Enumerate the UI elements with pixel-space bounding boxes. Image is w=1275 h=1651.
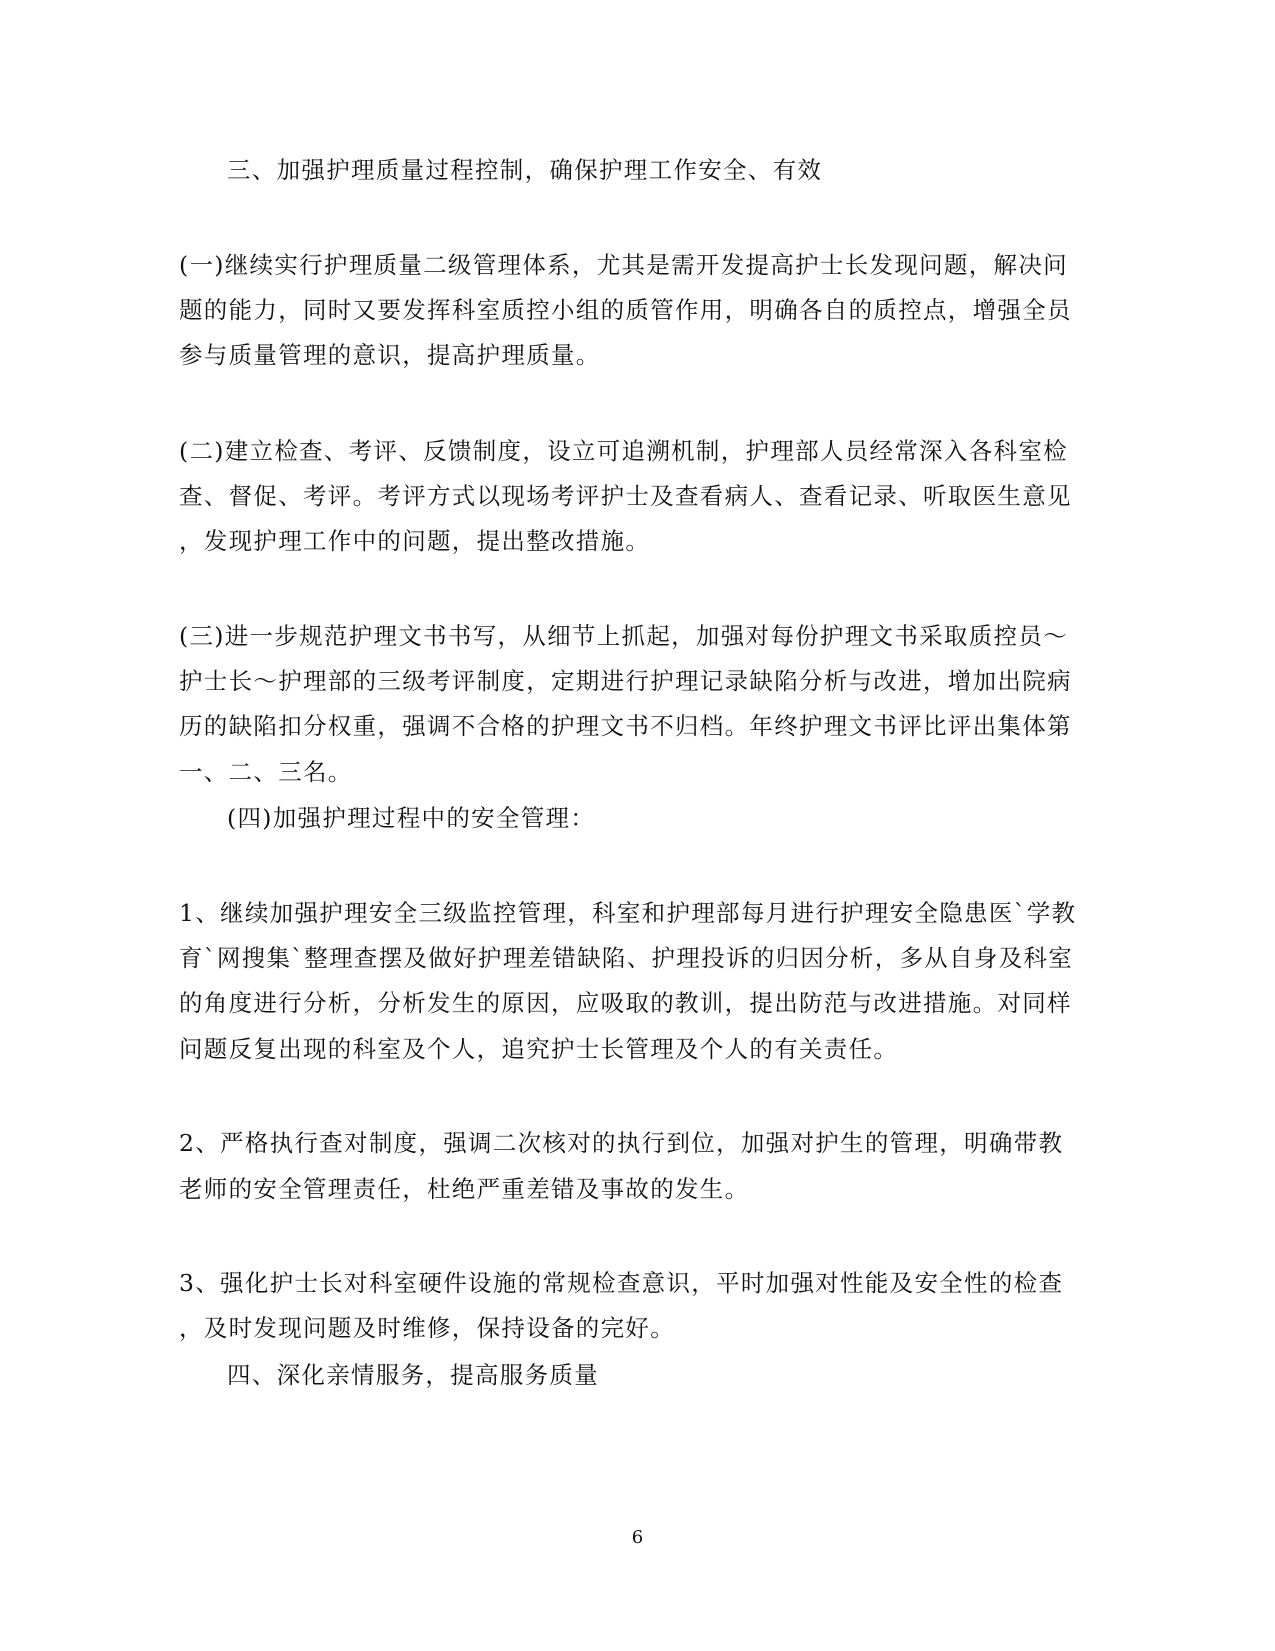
item-3-line-1: 3、强化护士长对科室硬件设施的常规检查意识，平时加强对性能及安全性的检查 [179, 1269, 1064, 1297]
paragraph-2-line-3: ，发现护理工作中的问题，提出整改措施。 [179, 527, 651, 555]
paragraph-1-line-2: 题的能力，同时又要发挥科室质控小组的质管作用，明确各自的质控点，增强全员 [179, 296, 1072, 324]
paragraph-3-line-1: (三)进一步规范护理文书书写，从细节上抓起，加强对每份护理文书采取质控员～ [179, 622, 1068, 650]
paragraph-2-line-2: 查、督促、考评。考评方式以现场考评护士及查看病人、查看记录、听取医生意见 [179, 482, 1072, 510]
item-1-line-2: 育`网搜集`整理查摆及做好护理差错缺陷、护理投诉的归因分析，多从自身及科室 [179, 944, 1074, 972]
paragraph-1-line-3: 参与质量管理的意识，提高护理质量。 [179, 341, 601, 369]
item-2-line-1: 2、严格执行查对制度，强调二次核对的执行到位，加强对护生的管理，明确带教 [179, 1129, 1064, 1157]
section-heading-3: 三、加强护理质量过程控制，确保护理工作安全、有效 [227, 156, 823, 184]
paragraph-3-line-3: 历的缺陷扣分权重，强调不合格的护理文书不归档。年终护理文书评比评出集体第 [179, 712, 1072, 740]
item-1-line-3: 的角度进行分析，分析发生的原因，应吸取的教训，提出防范与改进措施。对同样 [179, 989, 1072, 1017]
section-heading-4: 四、深化亲情服务，提高服务质量 [227, 1361, 599, 1389]
subheading-4: (四)加强护理过程中的安全管理： [227, 804, 596, 832]
item-3-line-2: ，及时发现问题及时维修，保持设备的完好。 [179, 1314, 675, 1342]
paragraph-3-line-4: 一、二、三名。 [179, 758, 353, 786]
paragraph-2-line-1: (二)建立检查、考评、反馈制度，设立可追溯机制，护理部人员经常深入各科室检 [179, 437, 1068, 465]
item-2-line-2: 老师的安全管理责任，杜绝严重差错及事故的发生。 [179, 1175, 750, 1203]
paragraph-3-line-2: 护士长～护理部的三级考评制度，定期进行护理记录缺陷分析与改进，增加出院病 [179, 667, 1072, 695]
item-1-line-4: 问题反复出现的科室及个人，追究护士长管理及个人的有关责任。 [179, 1035, 899, 1063]
paragraph-1-line-1: (一)继续实行护理质量二级管理体系，尤其是需开发提高护士长发现问题，解决问 [179, 251, 1068, 279]
item-1-line-1: 1、继续加强护理安全三级监控管理，科室和护理部每月进行护理安全隐患医`学教 [179, 899, 1077, 927]
page-number: 6 [631, 1527, 644, 1548]
